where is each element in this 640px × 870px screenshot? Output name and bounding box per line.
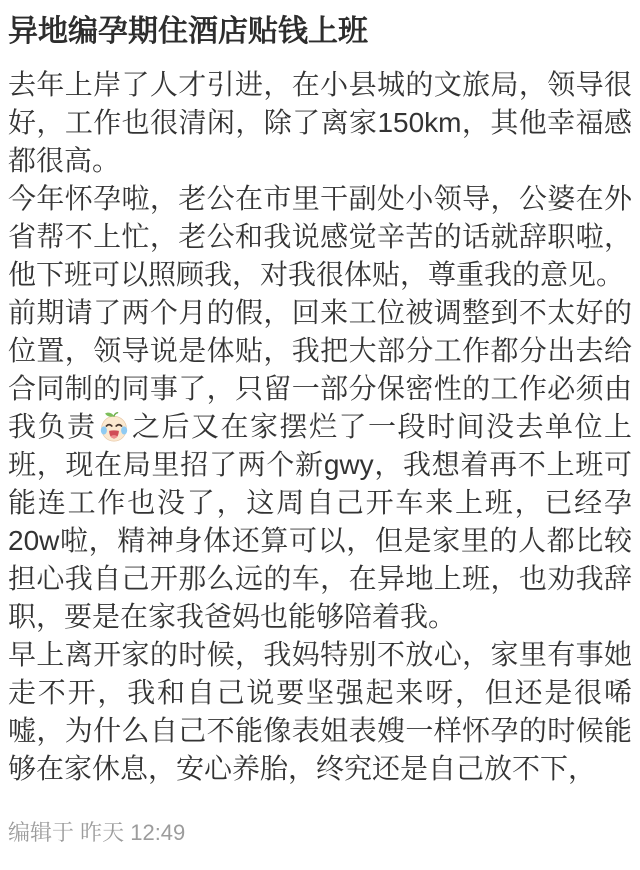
paragraph-1: 去年上岸了人才引进，在小县城的文旅局，领导很好，工作也很清闲，除了离家150km，其他幸福感都很高。: [8, 69, 632, 176]
paragraph-3-text-after: 之后又在家摆烂了一段时间没去单位上班，现在局里招了两个新gwy，我想着再不上班可能连工作也没了，这周自己开车来上班，已经孕20w啦，精神身体还算可以，但是家里的人都比较担心我自己开那么远的车，在异地上班，也劝我辞职，要是在家我爸妈也能够陪着我。: [8, 411, 632, 632]
paragraph-2: 今年怀孕啦，老公在市里干副处小领导，公婆在外省帮不上忙，老公和我说感觉辛苦的话就辞职啦，他下班可以照顾我，对我很体贴，尊重我的意见。: [8, 183, 632, 290]
post-title: 异地编孕期住酒店贴钱上班: [8, 15, 368, 48]
paragraph-3-text-before: 前期请了两个月的假，回来工位被调整到不太好的位置，领导说是体贴，我把大部分工作都分出去给合同制的同事了，只留一部分保密性的工作必须由我负责: [8, 297, 632, 442]
crying-face-emoji: [98, 410, 130, 442]
post-body: [8, 66, 632, 788]
paragraph-4: 早上离开家的时候，我妈特别不放心，家里有事她走不开，我和自己说要坚强起来呀，但还是很唏嘘，为什么自己不能像表姐表嫂一样怀孕的时候能够在家休息，安心养胎，终究还是自己放不下，: [8, 639, 632, 784]
paragraph-3: [8, 294, 632, 636]
edit-timestamp: 编辑于 昨天 12:49: [8, 820, 186, 845]
